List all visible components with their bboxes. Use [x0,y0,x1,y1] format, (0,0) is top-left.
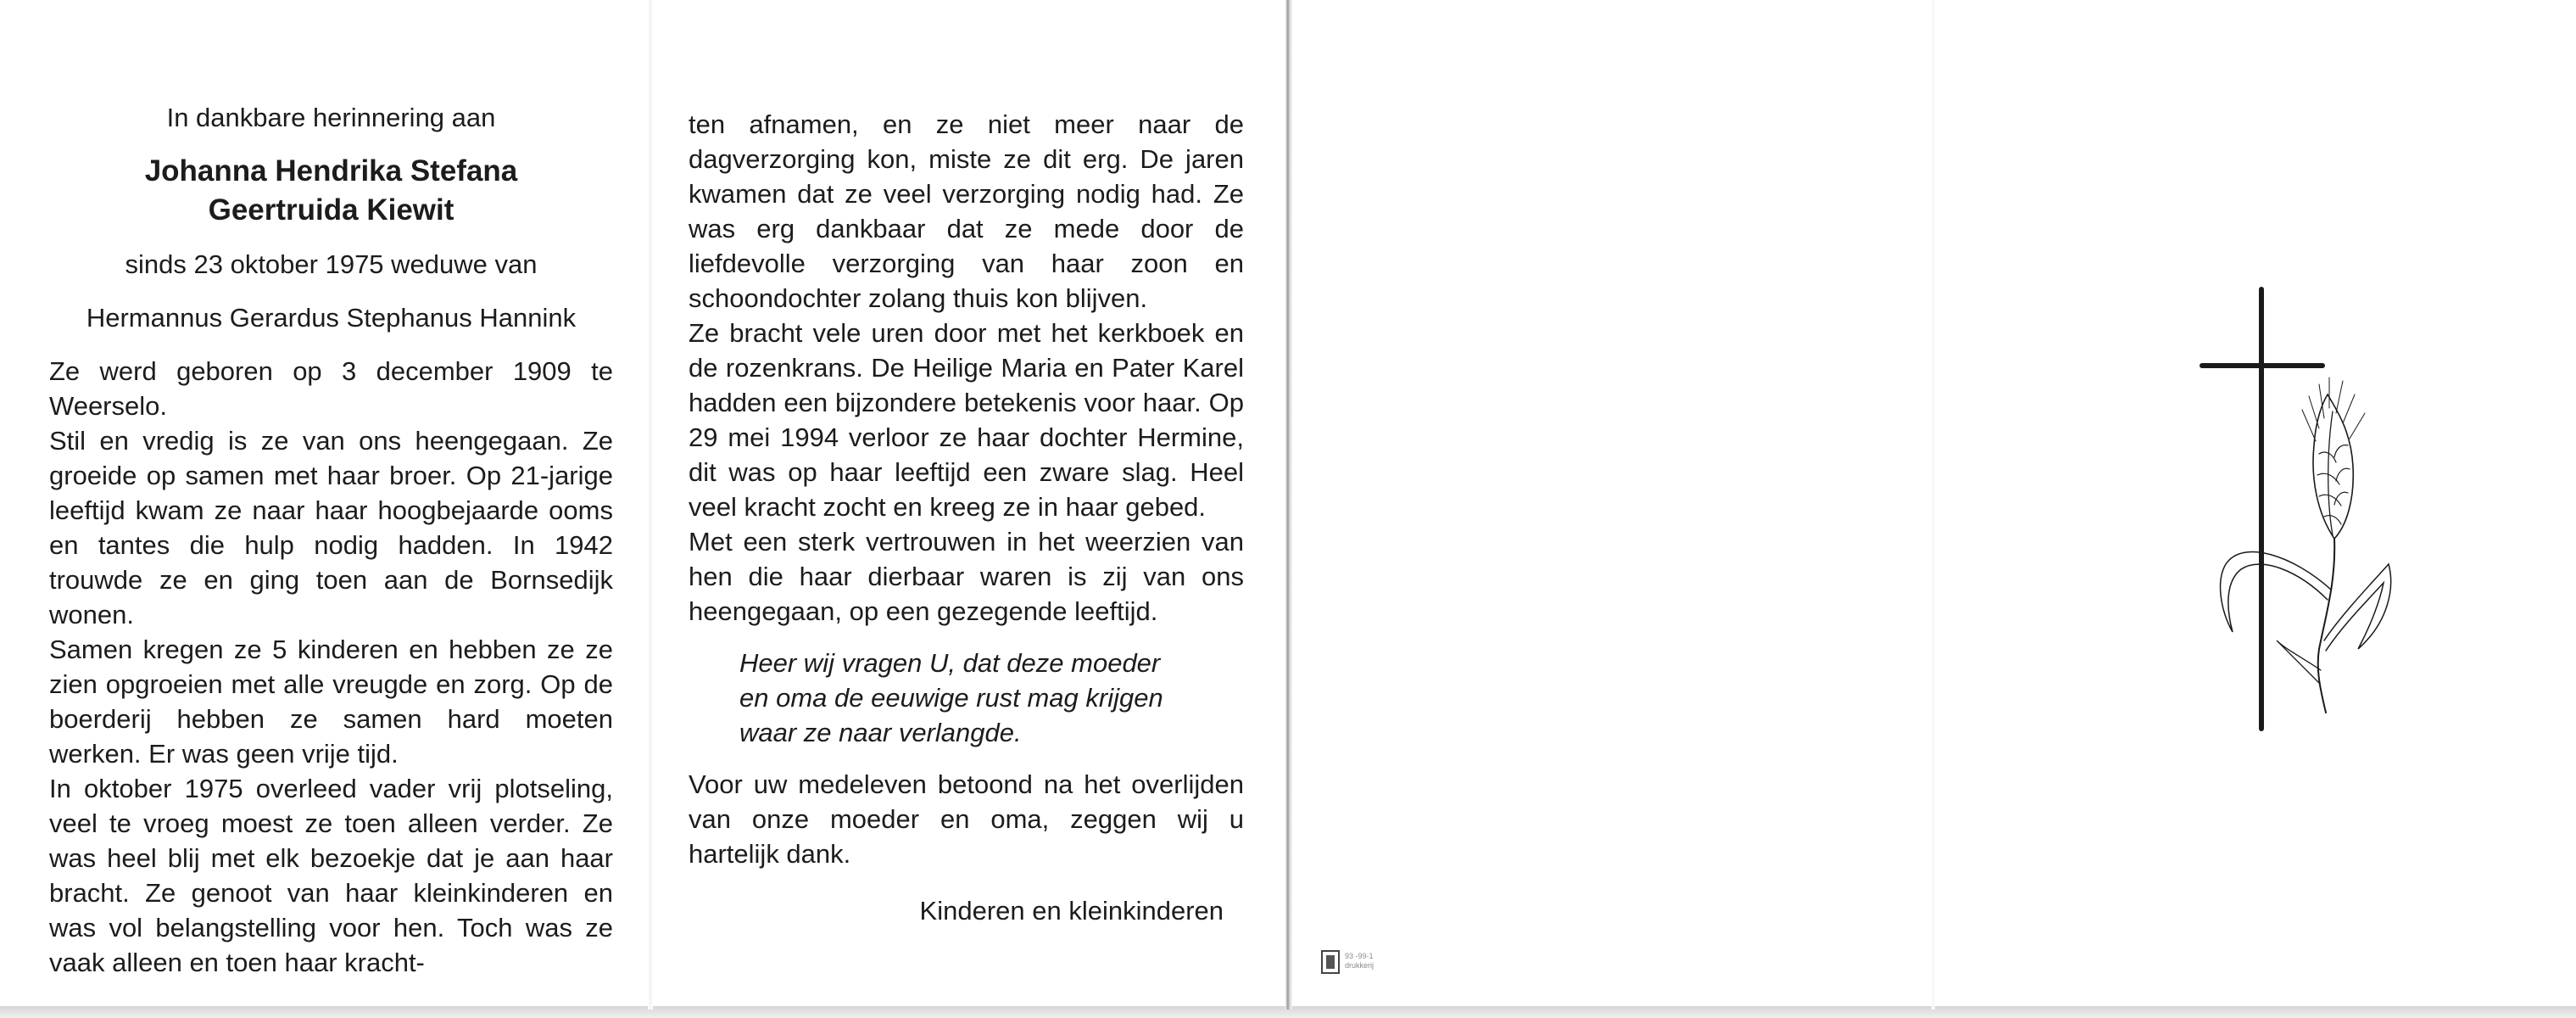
panel-two [689,107,1244,928]
wheat-awn [2336,381,2343,413]
wheat-grain [2319,452,2336,462]
biography-paragraph: Ze bracht vele uren door met het kerkboek en de rozenkrans. De Heilige Maria en Pater Karel hadden een bijzondere betekenis voor haar. Op 29 mei 1994 verloor ze haar dochter Hermine, dit was op haar leeftijd een zware slag. Heel veel kracht zocht en kreeg ze in haar gebed. [689,318,1244,522]
intro-line: In dankbare herinnering aan [166,103,496,132]
wheat-awn [2343,394,2355,423]
wheat-grain [2324,516,2341,524]
wheat-ear-center [2328,411,2333,535]
biography-paragraph: In oktober 1975 overleed vader vrij plotseling, veel te vroeg moest ze toen alleen verder. Ze was heel blij met elk bezoekje dat je aan haar bracht. Ze genoot van haar kleinkinderen en was vol belangstelling voor hen. Toch was ze vaak alleen en toen haar kracht- [49,774,613,977]
husband-name: Hermannus Gerardus Stephanus Hannink [86,303,577,333]
wheat-awn [2302,410,2316,441]
deceased-name [49,152,613,230]
fold-line-left [648,0,653,1010]
wheat-leaf-left [2221,552,2331,632]
prayer-line: waar ze naar verlangde. [739,718,1022,747]
wheat-leaf-lower [2277,640,2321,683]
biography-paragraph: Samen kregen ze 5 kinderen en hebben ze ze zien opgroeien met alle vreugde en zorg. Op de boerderij hebben ze samen hard moeten werken. Er was geen vrije tijd. [49,635,613,769]
printer-mark [1321,948,1423,977]
wheat-stalk [2318,539,2335,713]
wheat-awn [2309,396,2319,428]
signoff: Kinderen en kleinkinderen [919,896,1224,926]
biography-paragraph: Stil en vredig is ze van ons heengegaan. Ze groeide op samen met haar broer. Op 21-jarige leeftijd kwam ze naar haar hoogbejaarde ooms en tantes die hulp nodig hadden. In 1942 trouwde ze en ging toen aan de Bornsedijk wonen. [49,426,613,629]
cross-with-wheat-icon [2192,284,2404,734]
wheat-ear [2313,394,2353,539]
thank-you-note: Voor uw medeleven betoond na het overlijden van onze moeder en oma, zeggen wij u hartelijk dank. [689,769,1244,869]
biography-paragraph: ten afnamen, en ze niet meer naar de dagverzorging kon, miste ze dit erg. De jaren kwamen dat ze veel verzorging nodig had. Ze was erg dankbaar dat ze mede door de liefdevolle verzorging van haar zoon en schoondochter zolang thuis kon blijven. [689,109,1244,313]
panel-one [49,100,613,980]
deceased-name-line1: Johanna Hendrika Stefana [144,154,518,187]
wheat-awn [2350,413,2365,439]
printer-mark-text [1345,952,1374,970]
prayer-line: en oma de eeuwige rust mag krijgen [739,683,1163,713]
prayer-line: Heer wij vragen U, dat deze moeder [739,648,1161,678]
biography-paragraph: Met een sterk vertrouwen in het weerzien van hen die haar dierbaar waren is zij van ons heengegaan, op een gezegende leeftijd. [689,527,1244,626]
widow-line: sinds 23 oktober 1975 weduwe van [125,249,538,279]
printer-mark-line: 93 -99-1 [1345,952,1374,960]
wheat-grain [2334,492,2348,505]
wheat-leaf-right [2324,564,2391,651]
fold-line-center [1285,0,1292,1010]
wheat-grain [2334,445,2348,457]
wheat-grain [2336,468,2350,481]
prayer [739,646,1244,750]
printer-logo-icon [1321,950,1340,974]
deceased-name-line2: Geertruida Kiewit [208,193,454,227]
biography-part-two [689,107,1244,629]
printer-mark-line: drukkerij [1345,961,1374,970]
biography-paragraph: Ze werd geboren op 3 december 1909 te Weerselo. [49,356,613,421]
fold-line-right [1932,0,1935,1010]
biography-part-one [49,354,613,980]
